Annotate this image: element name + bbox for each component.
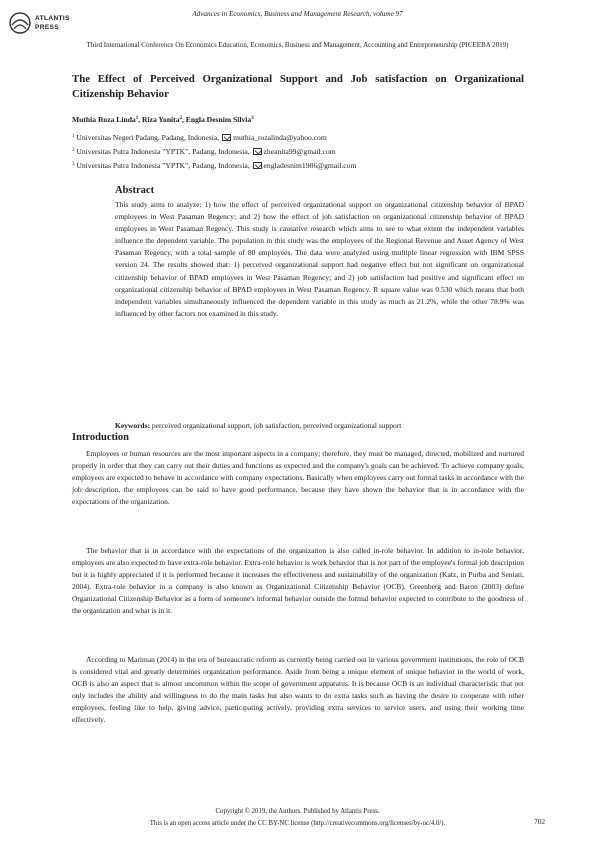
logo-text-line2: PRESS [35, 24, 60, 31]
body-paragraph: According to Mariman (2014) in the era of bureaucratic reform as currently being carried out in various government institutions, the role of OCB is considered vital and greatly determines organization performance. Aside from being a unique element of unique behavior in the world of work, OCB is also an aspect that is almost uncommon within the scope of government apparatus. It is because OCB is an individual characteristic that not only includes the ability and willingness to do the main tasks but also wants to do extra tasks such as having the desire to cooperate with other employees, feeling like to help, giving advice, participating actively, providing extra services to service users, and using their working time effectively. [72, 655, 524, 725]
journal-header: Advances in Economics, Business and Management Research, volume 97 [192, 10, 403, 18]
affiliation-text: Universitas Putra Indonesia "YPTK", Padang, Indonesia, [76, 147, 250, 156]
affiliation-3 [72, 161, 356, 170]
affiliation-number: 2 [72, 148, 75, 153]
abstract-heading: Abstract [115, 185, 155, 196]
abstract-text: This study aims to analyze: 1) how the effect of perceived organizational support on organizational citizenship behavior of BPAD employees in West Pasaman Regency; and 2) how the effect of job satisfaction on organizational citizenship behavior of BPAD employees in West Pasaman Regency. This study is causative research which aims to see to what extent the independent variables influence the dependent variable. The population in this study was the employees of the Regional Revenue and Asset Agency of West Pasaman Regency, with a total sample of 80 employees. The data were analyzed using multiple linear regression with IBM SPSS version 24. The results showed that: 1) perceived organizational support had negative effect but not significant on organizational citizenship behavior of BPAD employees in West Pasaman Regency; and 2) job satisfaction had positive and significant effect on organizational citizenship behavior of BPAD employees in West Pasaman Regency. R square value was 0.530 which means that both independent variables simultaneously influenced the dependent variable in this study as much as 21.2%, while the other 78.9% was influenced by other factors not examined in this study. [115, 200, 524, 318]
email-icon [253, 148, 262, 155]
logo-text-line1: ATLANTIS [35, 15, 70, 22]
affiliation-number: 3 [72, 162, 75, 167]
affiliation-email[interactable]: zheanita99@gmail.com [263, 147, 336, 156]
paper-title: The Effect of Perceived Organizational Support and Job satisfaction on Organizational Citizenship Behavior [72, 73, 524, 100]
author-name: Muthia Roza Linda [72, 115, 136, 124]
affiliation-email[interactable]: engladesnim1986@gmail.com [263, 161, 357, 170]
author-affiliation-number: 1 [135, 116, 139, 121]
keywords-text: perceived organizational support, job satisfaction, perceived organizational support [151, 421, 402, 430]
body-paragraph: Employees or human resources are the most important aspects in a company; therefore, they must be managed, directed, mobilized and nurtured properly in order that they can carry out their duties and functions as expected and the company's goals can be achieved. To achieve company goals, employees are expected to behave in accordance with company expectations. Basically when employees carry out formal tasks in accordance with the job description, the employees can be said to have good performance, because they have shown the behavior that is in accordance with the expectations of the organization. [72, 449, 524, 507]
affiliation-2 [72, 147, 336, 156]
author-affiliation-number: 2 [179, 116, 182, 121]
author-name: Engla Desnim Silvia [185, 115, 252, 124]
conference-header: Third International Conference On Economics Education, Economics, Business and Management, Accounting and Entrepreneurship (PICEEBA 2019) [86, 41, 509, 49]
affiliation-email[interactable]: muthia_rozalinda@yahoo.com [233, 133, 327, 142]
footer-copyright: Copyright © 2019, the Authors. Published by Atlantis Press. [215, 808, 380, 815]
body-paragraph: The behavior that is in accordance with the expectations of the organization is also called in-role behavior. In addition to in-role behavior, employees are also expected to have extra-role behavior. Extra-role behavior is work behavior that is not part of the employee's formal job description but it is highly appreciated if it is performed because it increases the effectiveness and sustainability of the organization (Katz, in Purba and Seniati, 2004). Extra-role behavior in a company is also known as Organizational Citizenship Behavior (OCB). Greenberg and Baron (2003) define Organizational Citizenship Behavior as a form of someone's informal behavior outside the formal behavior expected to contribute to the goodness of the organization and what is in it. [72, 546, 524, 616]
email-icon [253, 162, 262, 169]
footer-license: This is an open access article under the CC BY-NC license (http://creativecommons.org/licenses/by-nc/4.0/). [149, 820, 446, 827]
author-affiliation-number: 3 [251, 116, 254, 121]
affiliation-1 [72, 133, 327, 142]
affiliation-number: 1 [72, 134, 75, 139]
affiliation-text: Universitas Negeri Padang, Padang, Indonesia, [76, 133, 220, 142]
email-icon [222, 134, 231, 141]
page-number: 702 [534, 817, 546, 826]
keywords [115, 420, 524, 432]
author-name: Riza Yonita [142, 115, 180, 124]
keywords-label: Keywords: [115, 421, 150, 430]
section-heading-introduction: Introduction [72, 432, 129, 443]
author-list: Muthia Roza Linda$^1$, Riza Yonita$^2$, Engla Desnim Silvia$^3$ [72, 115, 254, 124]
affiliation-text: Universitas Putra Indonesia "YPTK", Padang, Indonesia, [76, 161, 250, 170]
